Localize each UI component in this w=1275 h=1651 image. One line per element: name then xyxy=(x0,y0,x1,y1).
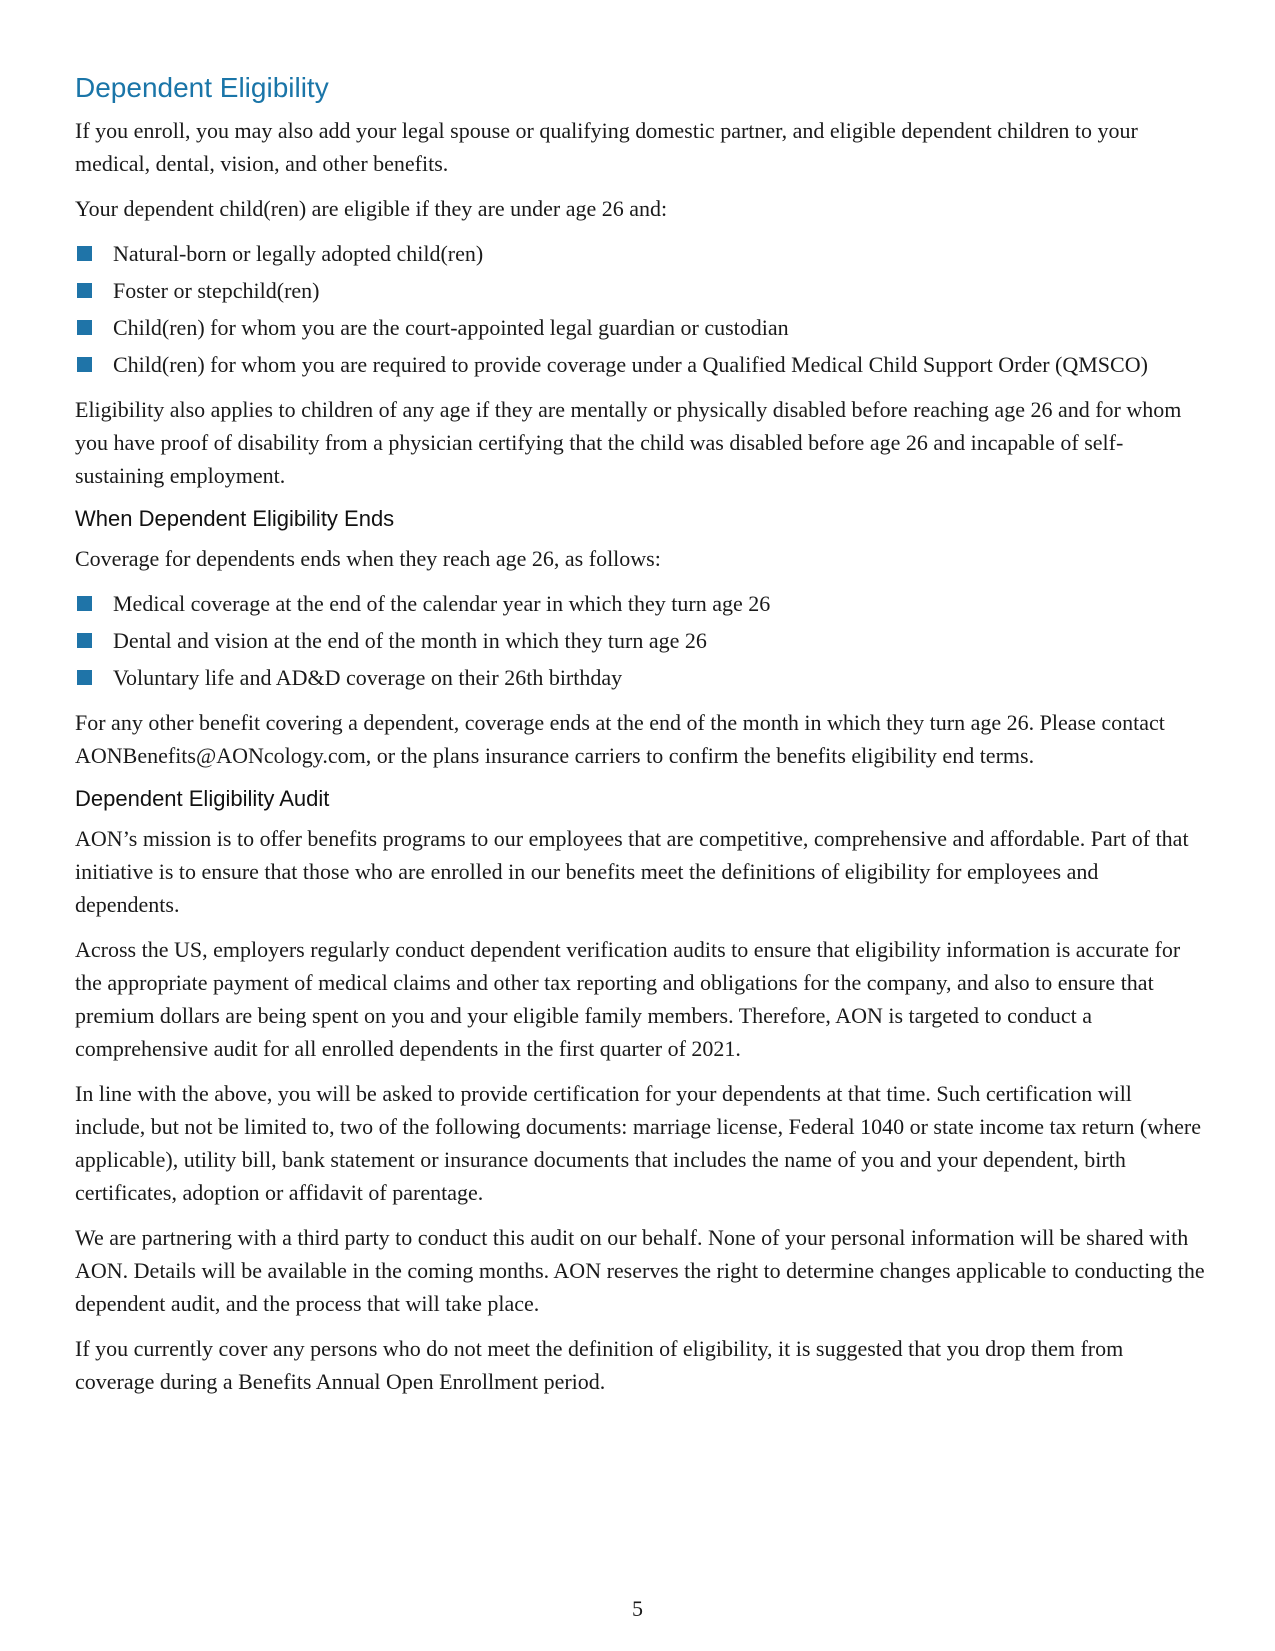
ends-intro-paragraph: Coverage for dependents ends when they reach age 26, as follows: xyxy=(75,546,661,571)
list-item-text: Foster or stepchild(ren) xyxy=(113,278,320,303)
children-eligibility-list xyxy=(75,237,1205,381)
list-item-text: Dental and vision at the end of the month in which they turn age 26 xyxy=(113,628,707,653)
square-bullet-icon xyxy=(77,670,92,685)
audit-paragraph-verification: Across the US, employers regularly conduct dependent verification audits to ensure that eligibility information is accurate for the appropriate payment of medical claims and other tax reporting and obligations for the company, and also to ensure that premium dollars are being spent on you and your eligible family members. Therefore, AON is targeted to conduct a comprehensive audit for all enrolled dependents in the first quarter of 2021. xyxy=(75,937,1181,1061)
list-item xyxy=(75,661,1205,694)
square-bullet-icon xyxy=(77,633,92,648)
disability-paragraph: Eligibility also applies to children of any age if they are mentally or physically disabled before reaching age 26 and for whom you have proof of disability from a physician certifying that the child was disabled before age 26 and incapable of self-sustaining employment. xyxy=(75,397,1182,488)
list-item xyxy=(75,348,1205,381)
children-intro-paragraph: Your dependent child(ren) are eligible if they are under age 26 and: xyxy=(75,196,668,221)
list-item-text: Child(ren) for whom you are the court-appointed legal guardian or custodian xyxy=(113,315,789,340)
list-item-text: Natural-born or legally adopted child(ren) xyxy=(113,241,484,266)
intro-paragraph: If you enroll, you may also add your legal spouse or qualifying domestic partner, and eligible dependent children to your medical, dental, vision, and other benefits. xyxy=(75,118,1138,176)
list-item xyxy=(75,311,1205,344)
list-item xyxy=(75,237,1205,270)
audit-paragraph-certification: In line with the above, you will be asked to provide certification for your dependents at that time. Such certification will include, but not be limited to, two of the following documents: marriage license, Federal 1040 or state income tax return (where applicable), utility bill, bank statement or insurance documents that includes the name of you and your dependent, birth certificates, adoption or affidavit of parentage. xyxy=(75,1081,1201,1205)
square-bullet-icon xyxy=(77,596,92,611)
subheading-eligibility-ends: When Dependent Eligibility Ends xyxy=(75,506,395,531)
list-item xyxy=(75,274,1205,307)
subheading-eligibility-audit: Dependent Eligibility Audit xyxy=(75,786,330,811)
coverage-end-list xyxy=(75,587,1205,694)
document-page xyxy=(75,68,1205,1410)
page-number: 5 xyxy=(632,1596,643,1621)
audit-paragraph-third-party: We are partnering with a third party to conduct this audit on our behalf. None of your personal information will be shared with AON. Details will be available in the coming months. AON reserves the right to determine changes applicable to conducting the dependent audit, and the process that will take place. xyxy=(75,1225,1205,1316)
list-item-text: Voluntary life and AD&D coverage on their 26th birthday xyxy=(113,665,623,690)
square-bullet-icon xyxy=(77,246,92,261)
list-item xyxy=(75,624,1205,657)
audit-paragraph-mission: AON’s mission is to offer benefits programs to our employees that are competitive, comprehensive and affordable. Part of that initiative is to ensure that those who are enrolled in our benefits meet the definitions of eligibility for employees and dependents. xyxy=(75,826,1189,917)
list-item xyxy=(75,587,1205,620)
section-heading-dependent-eligibility: Dependent Eligibility xyxy=(75,72,329,103)
other-benefits-paragraph: For any other benefit covering a dependent, coverage ends at the end of the month in which they turn age 26. Please contact AONBenefits@AONcology.com, or the plans insurance carriers to confirm the benefits eligibility end terms. xyxy=(75,710,1165,768)
list-item-text: Medical coverage at the end of the calendar year in which they turn age 26 xyxy=(113,591,771,616)
square-bullet-icon xyxy=(77,357,92,372)
audit-paragraph-drop-coverage: If you currently cover any persons who do not meet the definition of eligibility, it is suggested that you drop them from coverage during a Benefits Annual Open Enrollment period. xyxy=(75,1336,1124,1394)
list-item-text: Child(ren) for whom you are required to provide coverage under a Qualified Medical Child Support Order (QMSCO) xyxy=(113,352,1148,377)
square-bullet-icon xyxy=(77,283,92,298)
square-bullet-icon xyxy=(77,320,92,335)
